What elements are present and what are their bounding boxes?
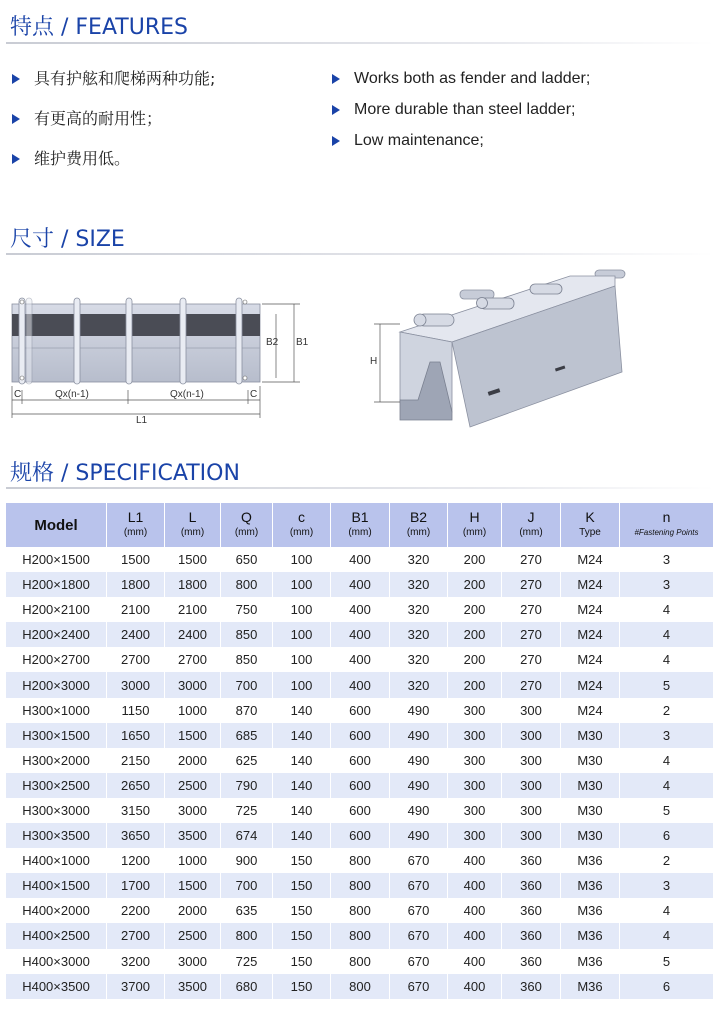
cell-q: 650 — [221, 547, 273, 572]
cell-model: H300×2500 — [6, 773, 107, 798]
cell-j: 360 — [502, 923, 561, 948]
cell-c: 140 — [273, 723, 331, 748]
dim-label-b1: B1 — [296, 337, 309, 348]
dim-label-q-left: Qx(n-1) — [55, 389, 89, 400]
cell-model: H300×3500 — [6, 823, 107, 848]
cell-l1: 3650 — [107, 823, 165, 848]
cell-b2: 320 — [390, 572, 448, 597]
cell-model: H300×1500 — [6, 723, 107, 748]
cell-b1: 600 — [331, 723, 390, 748]
cell-l: 2100 — [165, 597, 221, 622]
cell-k: M30 — [561, 748, 620, 773]
cell-n: 4 — [620, 773, 714, 798]
cell-l1: 3700 — [107, 974, 165, 999]
cell-c: 100 — [273, 572, 331, 597]
cell-c: 140 — [273, 823, 331, 848]
cell-q: 700 — [221, 672, 273, 697]
cell-n: 3 — [620, 547, 714, 572]
cell-h: 200 — [448, 572, 502, 597]
cell-b2: 490 — [390, 823, 448, 848]
cell-c: 100 — [273, 597, 331, 622]
cell-model: H300×2000 — [6, 748, 107, 773]
table-row — [6, 974, 714, 999]
table-row — [6, 798, 714, 823]
cell-k: M30 — [561, 823, 620, 848]
cell-b1: 800 — [331, 848, 390, 873]
cell-l: 3000 — [165, 798, 221, 823]
bullet-arrow-icon — [12, 154, 20, 164]
cell-l1: 1200 — [107, 848, 165, 873]
cell-j: 300 — [502, 823, 561, 848]
cell-b2: 490 — [390, 773, 448, 798]
cell-l: 1500 — [165, 723, 221, 748]
cell-model: H400×2500 — [6, 923, 107, 948]
cell-n: 3 — [620, 723, 714, 748]
cell-n: 5 — [620, 798, 714, 823]
cell-b2: 320 — [390, 647, 448, 672]
cell-c: 140 — [273, 748, 331, 773]
cell-b1: 400 — [331, 647, 390, 672]
cell-l: 3000 — [165, 672, 221, 697]
cell-k: M24 — [561, 698, 620, 723]
cell-j: 300 — [502, 773, 561, 798]
cell-k: M30 — [561, 773, 620, 798]
cell-q: 850 — [221, 647, 273, 672]
cell-l1: 1800 — [107, 572, 165, 597]
cell-b1: 600 — [331, 798, 390, 823]
cell-model: H300×3000 — [6, 798, 107, 823]
feature-item-cn: 维护费用低。 — [10, 148, 215, 188]
cell-h: 200 — [448, 547, 502, 572]
cell-n: 5 — [620, 949, 714, 974]
cell-q: 870 — [221, 698, 273, 723]
cell-b1: 800 — [331, 898, 390, 923]
cell-h: 300 — [448, 823, 502, 848]
cell-b2: 670 — [390, 949, 448, 974]
cell-c: 100 — [273, 647, 331, 672]
cell-n: 5 — [620, 672, 714, 697]
cell-c: 100 — [273, 622, 331, 647]
feature-item-en: Low maintenance; — [330, 130, 590, 161]
cell-k: M30 — [561, 798, 620, 823]
table-row — [6, 647, 714, 672]
cell-l1: 1700 — [107, 873, 165, 898]
cell-l: 1000 — [165, 698, 221, 723]
cell-model: H400×1000 — [6, 848, 107, 873]
fender-plan-drawing — [0, 290, 320, 430]
cell-k: M36 — [561, 873, 620, 898]
cell-l: 1800 — [165, 572, 221, 597]
cell-k: M24 — [561, 647, 620, 672]
feature-item-en: Works both as fender and ladder; — [330, 68, 590, 99]
cell-h: 300 — [448, 698, 502, 723]
dim-label-q-right: Qx(n-1) — [170, 389, 204, 400]
cell-k: M24 — [561, 547, 620, 572]
cell-c: 140 — [273, 773, 331, 798]
cell-c: 150 — [273, 923, 331, 948]
cell-q: 800 — [221, 572, 273, 597]
feature-item-cn: 具有护舷和爬梯两种功能; — [10, 68, 215, 108]
cell-model: H400×1500 — [6, 873, 107, 898]
cell-b1: 800 — [331, 949, 390, 974]
cell-q: 725 — [221, 949, 273, 974]
cell-n: 4 — [620, 748, 714, 773]
bullet-arrow-icon — [332, 74, 340, 84]
cell-b1: 400 — [331, 547, 390, 572]
cell-j: 360 — [502, 949, 561, 974]
cell-n: 4 — [620, 597, 714, 622]
cell-c: 150 — [273, 949, 331, 974]
table-row — [6, 949, 714, 974]
cell-l1: 3200 — [107, 949, 165, 974]
col-header-q: Q (mm) — [221, 503, 273, 547]
cell-q: 635 — [221, 898, 273, 923]
cell-l1: 2200 — [107, 898, 165, 923]
table-row — [6, 622, 714, 647]
cell-n: 3 — [620, 873, 714, 898]
cell-k: M36 — [561, 974, 620, 999]
table-row — [6, 723, 714, 748]
cell-b2: 490 — [390, 698, 448, 723]
col-header-l1: L1 (mm) — [107, 503, 165, 547]
table-row — [6, 572, 714, 597]
cell-q: 750 — [221, 597, 273, 622]
table-row — [6, 597, 714, 622]
dim-label-h: H — [370, 356, 378, 367]
cell-j: 300 — [502, 723, 561, 748]
cell-k: M24 — [561, 572, 620, 597]
cell-j: 270 — [502, 547, 561, 572]
cell-h: 300 — [448, 773, 502, 798]
cell-b2: 670 — [390, 923, 448, 948]
cell-n: 4 — [620, 647, 714, 672]
cell-l: 2000 — [165, 898, 221, 923]
bullet-arrow-icon — [12, 74, 20, 84]
cell-c: 140 — [273, 798, 331, 823]
col-header-h: H (mm) — [448, 503, 502, 547]
cell-q: 700 — [221, 873, 273, 898]
cell-q: 680 — [221, 974, 273, 999]
cell-h: 200 — [448, 647, 502, 672]
table-row — [6, 698, 714, 723]
cell-l1: 2700 — [107, 647, 165, 672]
cell-model: H400×3500 — [6, 974, 107, 999]
cell-n: 6 — [620, 974, 714, 999]
spec-header-row — [6, 503, 714, 547]
cell-n: 4 — [620, 923, 714, 948]
cell-l1: 3150 — [107, 798, 165, 823]
cell-j: 270 — [502, 597, 561, 622]
cell-l1: 2100 — [107, 597, 165, 622]
dim-label-c-right: C — [250, 389, 258, 400]
features-list-cn — [10, 68, 215, 188]
cell-h: 400 — [448, 873, 502, 898]
cell-j: 360 — [502, 974, 561, 999]
spec-title: 规格 / SPECIFICATION — [10, 461, 240, 486]
cell-b1: 800 — [331, 873, 390, 898]
cell-h: 300 — [448, 798, 502, 823]
cell-model: H200×1500 — [6, 547, 107, 572]
size-title: 尺寸 / SIZE — [10, 227, 125, 252]
cell-q: 850 — [221, 622, 273, 647]
cell-q: 674 — [221, 823, 273, 848]
cell-c: 100 — [273, 547, 331, 572]
cell-b2: 320 — [390, 547, 448, 572]
cell-j: 270 — [502, 672, 561, 697]
spec-table-body — [6, 547, 714, 999]
cell-k: M36 — [561, 898, 620, 923]
cell-q: 790 — [221, 773, 273, 798]
bullet-arrow-icon — [332, 105, 340, 115]
cell-q: 800 — [221, 923, 273, 948]
col-header-k: K Type — [561, 503, 620, 547]
cell-h: 400 — [448, 898, 502, 923]
table-row — [6, 748, 714, 773]
cell-b1: 600 — [331, 773, 390, 798]
cell-l: 2000 — [165, 748, 221, 773]
cell-c: 150 — [273, 873, 331, 898]
cell-l: 1000 — [165, 848, 221, 873]
table-row — [6, 898, 714, 923]
cell-l1: 2650 — [107, 773, 165, 798]
cell-h: 400 — [448, 923, 502, 948]
table-row — [6, 547, 714, 572]
table-row — [6, 848, 714, 873]
table-row — [6, 823, 714, 848]
col-header-j: J (mm) — [502, 503, 561, 547]
col-header-b1: B1 (mm) — [331, 503, 390, 547]
cell-l1: 1500 — [107, 547, 165, 572]
cell-n: 2 — [620, 848, 714, 873]
cell-b1: 600 — [331, 823, 390, 848]
cell-j: 360 — [502, 873, 561, 898]
cell-k: M24 — [561, 597, 620, 622]
cell-l1: 1650 — [107, 723, 165, 748]
cell-l1: 3000 — [107, 672, 165, 697]
cell-c: 150 — [273, 974, 331, 999]
cell-j: 300 — [502, 748, 561, 773]
cell-h: 200 — [448, 622, 502, 647]
cell-l: 2700 — [165, 647, 221, 672]
cell-h: 400 — [448, 974, 502, 999]
cell-l: 1500 — [165, 547, 221, 572]
cell-k: M36 — [561, 949, 620, 974]
dim-label-c-left: C — [14, 389, 22, 400]
col-header-b2: B2 (mm) — [390, 503, 448, 547]
cell-l: 2500 — [165, 923, 221, 948]
cell-b2: 320 — [390, 622, 448, 647]
cell-l1: 2700 — [107, 923, 165, 948]
cell-b1: 800 — [331, 923, 390, 948]
cell-model: H200×1800 — [6, 572, 107, 597]
cell-b1: 600 — [331, 748, 390, 773]
cell-h: 400 — [448, 848, 502, 873]
cell-k: M30 — [561, 723, 620, 748]
features-list-en — [330, 68, 590, 161]
cell-b1: 400 — [331, 672, 390, 697]
cell-b1: 800 — [331, 974, 390, 999]
col-header-n: n #Fastening Points — [620, 503, 714, 547]
cell-b1: 400 — [331, 572, 390, 597]
cell-b1: 400 — [331, 597, 390, 622]
cell-q: 685 — [221, 723, 273, 748]
cell-model: H200×2100 — [6, 597, 107, 622]
cell-l1: 2400 — [107, 622, 165, 647]
cell-j: 270 — [502, 572, 561, 597]
cell-n: 6 — [620, 823, 714, 848]
cell-b2: 670 — [390, 873, 448, 898]
cell-b2: 490 — [390, 723, 448, 748]
cell-k: M24 — [561, 622, 620, 647]
cell-h: 300 — [448, 723, 502, 748]
cell-j: 300 — [502, 798, 561, 823]
cell-l: 3500 — [165, 823, 221, 848]
cell-q: 725 — [221, 798, 273, 823]
cell-l: 3000 — [165, 949, 221, 974]
cell-j: 360 — [502, 848, 561, 873]
cell-c: 100 — [273, 672, 331, 697]
col-header-model: Model — [6, 503, 107, 547]
cell-n: 2 — [620, 698, 714, 723]
cell-b2: 320 — [390, 597, 448, 622]
cell-l1: 2150 — [107, 748, 165, 773]
cell-k: M36 — [561, 923, 620, 948]
dim-label-l1: L1 — [136, 415, 148, 426]
col-header-c: c (mm) — [273, 503, 331, 547]
cell-l: 2500 — [165, 773, 221, 798]
cell-c: 150 — [273, 848, 331, 873]
cell-c: 140 — [273, 698, 331, 723]
cell-b1: 600 — [331, 698, 390, 723]
cell-l: 3500 — [165, 974, 221, 999]
cell-l: 1500 — [165, 873, 221, 898]
cell-c: 150 — [273, 898, 331, 923]
fender-3d-drawing — [360, 262, 680, 434]
spec-divider — [6, 487, 714, 489]
cell-b2: 490 — [390, 798, 448, 823]
col-header-l: L (mm) — [165, 503, 221, 547]
cell-q: 625 — [221, 748, 273, 773]
cell-h: 200 — [448, 597, 502, 622]
cell-model: H400×3000 — [6, 949, 107, 974]
cell-j: 360 — [502, 898, 561, 923]
cell-b2: 320 — [390, 672, 448, 697]
cell-k: M36 — [561, 848, 620, 873]
features-divider — [6, 42, 714, 44]
size-divider — [6, 253, 714, 255]
cell-h: 200 — [448, 672, 502, 697]
table-row — [6, 773, 714, 798]
table-row — [6, 923, 714, 948]
cell-l: 2400 — [165, 622, 221, 647]
bullet-arrow-icon — [12, 114, 20, 124]
cell-h: 300 — [448, 748, 502, 773]
cell-b1: 400 — [331, 622, 390, 647]
cell-j: 300 — [502, 698, 561, 723]
cell-h: 400 — [448, 949, 502, 974]
features-title: 特点 / FEATURES — [10, 15, 188, 40]
bullet-arrow-icon — [332, 136, 340, 146]
cell-b2: 670 — [390, 974, 448, 999]
cell-j: 270 — [502, 647, 561, 672]
cell-model: H200×2400 — [6, 622, 107, 647]
cell-model: H200×3000 — [6, 672, 107, 697]
table-row — [6, 672, 714, 697]
cell-n: 4 — [620, 898, 714, 923]
cell-j: 270 — [502, 622, 561, 647]
feature-item-cn: 有更高的耐用性； — [10, 108, 215, 148]
cell-q: 900 — [221, 848, 273, 873]
feature-item-en: More durable than steel ladder; — [330, 99, 590, 130]
cell-b2: 490 — [390, 748, 448, 773]
cell-b2: 670 — [390, 898, 448, 923]
cell-b2: 670 — [390, 848, 448, 873]
cell-model: H400×2000 — [6, 898, 107, 923]
cell-model: H300×1000 — [6, 698, 107, 723]
cell-n: 4 — [620, 622, 714, 647]
table-row — [6, 873, 714, 898]
cell-l1: 1150 — [107, 698, 165, 723]
spec-table — [6, 503, 714, 999]
cell-k: M24 — [561, 672, 620, 697]
cell-model: H200×2700 — [6, 647, 107, 672]
cell-n: 3 — [620, 572, 714, 597]
dim-label-b2: B2 — [266, 337, 279, 348]
